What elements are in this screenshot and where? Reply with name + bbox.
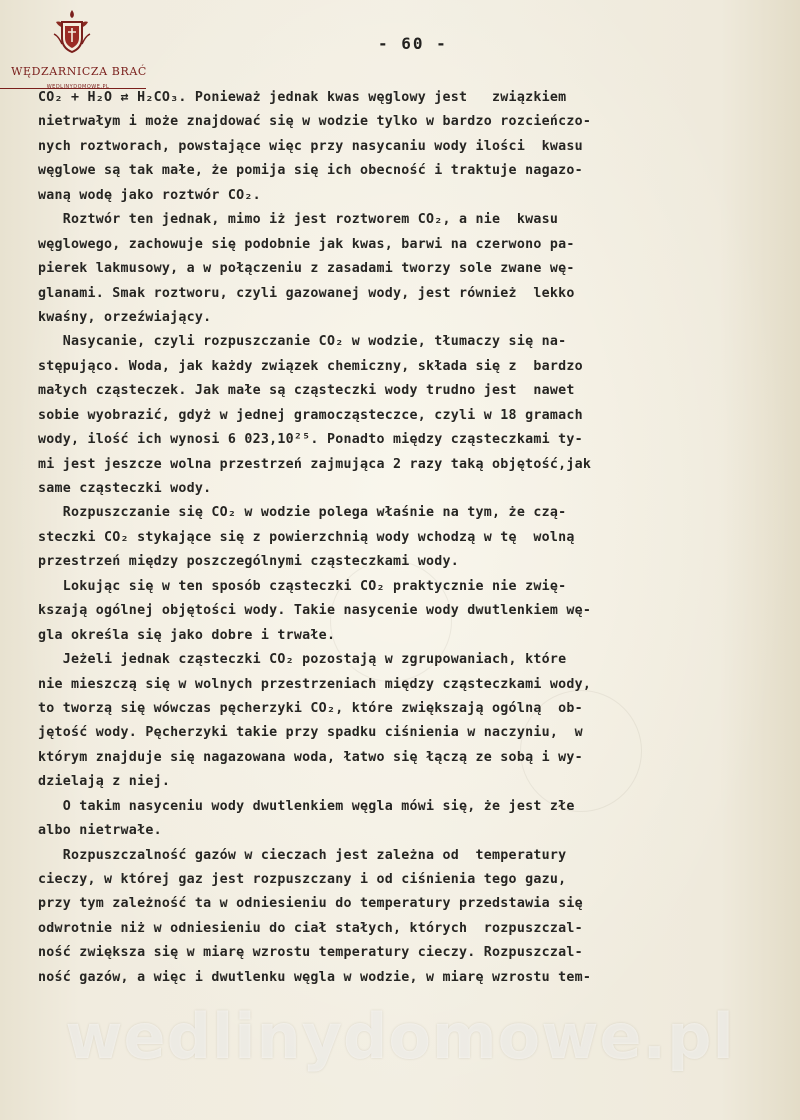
page-number: - 60 - (378, 34, 448, 53)
faint-stamp (520, 690, 642, 812)
text-line: Nasycanie, czyli rozpuszczanie CO₂ w wodzie, tłumaczy się na- (38, 334, 567, 350)
brand-name: WĘDZARNICZA BRAĆ (11, 65, 147, 78)
text-line: nietrwałym i może znajdować się w wodzie tylko w bardzo rozcieńczo- (38, 114, 592, 130)
text-line: przy tym zależność ta w odniesieniu do temperatury przedstawia się (38, 896, 583, 912)
text-line: jętość wody. Pęcherzyki takie przy spadku ciśnienia w naczyniu, w (38, 725, 583, 741)
text-line: kszają ogólnej objętości wody. Takie nasycenie wody dwutlenkiem wę- (38, 603, 592, 619)
text-line: pierek lakmusowy, a w połączeniu z zasadami tworzy sole zwane wę- (38, 261, 575, 277)
text-line: Rozpuszczalność gazów w cieczach jest zależna od temperatury (38, 847, 567, 863)
text-line: nych roztworach, powstające więc przy nasycaniu wody ilości kwasu (38, 138, 583, 154)
typewritten-body (38, 86, 778, 990)
text-line: Jeżeli jednak cząsteczki CO₂ pozostają w zgrupowaniach, które (38, 652, 567, 668)
text-line: same cząsteczki wody. (38, 481, 212, 496)
text-line: małych cząsteczek. Jak małe są cząsteczki wody trudno jest nawet (38, 383, 575, 399)
brand-logo[interactable] (0, 8, 150, 88)
text-line: ność gazów, a więc i dwutlenku węgla w wodzie, w miarę wzrostu tem- (38, 969, 592, 985)
text-line: sobie wyobrazić, gdyż w jednej gramocząsteczce, czyli w 18 gramach (38, 407, 583, 423)
text-line: węglowe są tak małe, że pomija się ich obecność i traktuje nagazo- (38, 163, 583, 179)
brand-subtitle: WEDLINYDOMOWE.PL (46, 84, 110, 90)
text-line: mi jest jeszcze wolna przestrzeń zajmująca 2 razy taką objętość,jak (38, 456, 592, 472)
text-line: stępująco. Woda, jak każdy związek chemiczny, składa się z bardzo (38, 358, 583, 374)
text-line: Rozpuszczanie się CO₂ w wodzie polega właśnie na tym, że czą- (38, 505, 567, 521)
text-line: albo nietrwałe. (38, 823, 162, 839)
text-line: to tworzą się wówczas pęcherzyki CO₂, które zwiększają ogólną ob- (38, 700, 583, 716)
text-line: wody, ilość ich wynosi 6 023,10²⁵. Ponadto między cząsteczkami ty- (38, 432, 583, 448)
text-line: którym znajduje się nagazowana woda, łatwo się łączą ze sobą i wy- (38, 749, 583, 765)
text-line: steczki CO₂ stykające się z powierzchnią wody wchodzą w tę wolną (38, 529, 575, 545)
site-watermark: wedlinydomowe.pl (65, 1000, 735, 1073)
text-line: cieczy, w której gaz jest rozpuszczany i od ciśnienia tego gazu, (38, 872, 567, 887)
faint-stamp (330, 560, 452, 682)
text-line: węglowego, zachowuje się podobnie jak kwas, barwi na czerwono pa- (38, 236, 575, 252)
text-line: kwaśny, orzeźwiający. (38, 309, 212, 325)
text-line: waną wodę jako roztwór CO₂. (38, 187, 261, 203)
text-line: nie mieszczą się w wolnych przestrzeniach między cząsteczkami wody, (38, 676, 592, 692)
text-line: ność zwiększa się w miarę wzrostu temperatury cieczy. Rozpuszczal- (38, 945, 583, 961)
text-line: gla określa się jako dobre i trwałe. (38, 627, 336, 643)
text-line: O takim nasyceniu wody dwutlenkiem węgla mówi się, że jest złe (38, 798, 575, 814)
text-line: glanami. Smak roztworu, czyli gazowanej wody, jest również lekko (38, 285, 575, 301)
text-line: CO₂ + H₂O ⇄ H₂CO₃. Ponieważ jednak kwas węglowy jest związkiem (38, 90, 567, 105)
text-line: Roztwór ten jednak, mimo iż jest roztworem CO₂, a nie kwasu (38, 212, 559, 228)
text-line: przestrzeń między poszczególnymi cząsteczkami wody. (38, 554, 460, 570)
text-line: odwrotnie niż w odniesieniu do ciał stałych, których rozpuszczal- (38, 920, 583, 936)
crest-logo-icon (50, 8, 94, 56)
text-line: Lokując się w ten sposób cząsteczki CO₂ praktycznie nie zwię- (38, 578, 567, 594)
text-line: dzielają z niej. (38, 774, 171, 790)
